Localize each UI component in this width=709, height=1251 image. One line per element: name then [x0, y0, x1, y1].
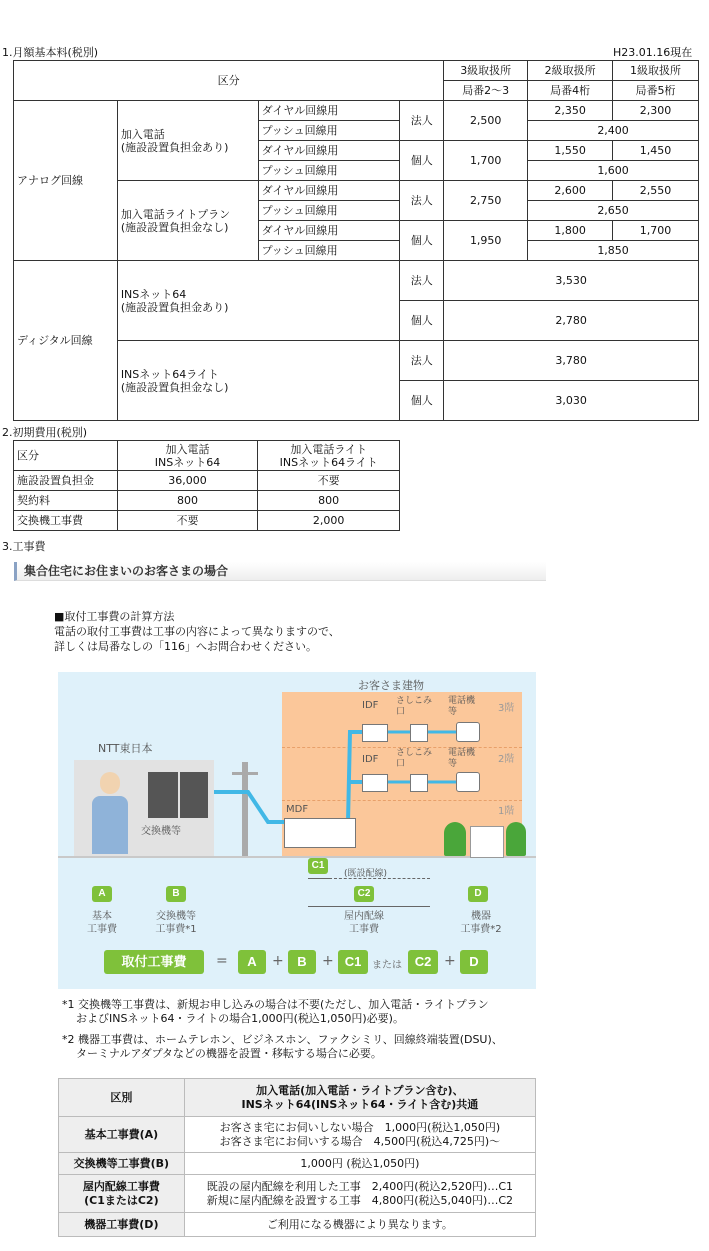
badge-c2: C2 [354, 886, 374, 902]
value-cell: 1,700 [444, 141, 528, 181]
value-cell: ご利用になる機器により異なります。 [184, 1213, 535, 1237]
value-cell: 1,450 [613, 141, 699, 161]
value-cell: 1,600 [528, 161, 699, 181]
header-sub1: 局番5桁 [613, 81, 699, 101]
value-cell: 2,350 [528, 101, 613, 121]
idf-box [362, 724, 388, 742]
formula-c1: C1 [338, 950, 368, 974]
existing-wiring-label: (既設配線) [344, 869, 388, 879]
value-cell: 1,800 [528, 221, 613, 241]
row-label: 契約料 [14, 491, 118, 511]
phone-icon [456, 722, 480, 742]
value-cell: 1,700 [613, 221, 699, 241]
outlet-box [410, 774, 428, 792]
value-cell: 2,400 [528, 121, 699, 141]
calc-line1: 電話の取付工事費は工事の内容によって異なりますので、 [54, 625, 340, 638]
value-cell: 2,300 [613, 101, 699, 121]
footnote-2: *2 機器工事費は、ホームテレホン、ビジネスホン、ファクシミリ、回線終端装置(DSU)、 ターミナルアダプタなどの機器を設置・移転する場合に必要。 [62, 1033, 503, 1060]
row-label: 施設設置負担金 [14, 471, 118, 491]
phone-label: 電話機等 [448, 748, 476, 769]
section-1-title: 1.月額基本料(税別) [2, 46, 99, 59]
kojin-label: 個人 [400, 301, 444, 341]
value-cell: 1,000円 (税込1,050円) [184, 1153, 535, 1175]
construction-fee-table [58, 1078, 536, 1237]
dial-label: ダイヤル回線用 [258, 101, 400, 121]
header-grade1: 1級取扱所 [613, 61, 699, 81]
formula-b: B [288, 950, 316, 974]
outlet-label: さしこみ口 [396, 696, 433, 717]
c1-span [308, 878, 332, 879]
mdf-box [284, 818, 356, 848]
value-cell: 2,000 [258, 511, 400, 531]
header-col2: 加入電話ライト INSネット64ライト [258, 441, 400, 471]
calc-method [54, 609, 340, 654]
header-sub3: 局番2～3 [444, 81, 528, 101]
floor-1-label: 1階 [498, 806, 515, 817]
ins-lite-label: INSネット64ライト (施設設置負担金なし) [117, 341, 399, 421]
label-d: 機器 工事費*2 [460, 911, 502, 935]
apartment-subheading: 集合住宅にお住まいのお客さまの場合 [14, 562, 546, 581]
kojin-label: 個人 [400, 141, 444, 181]
value-cell: 2,500 [444, 101, 528, 141]
idf-box [362, 774, 388, 792]
formula-d: D [460, 950, 488, 974]
value-cell: 3,030 [444, 381, 699, 421]
hojin-label: 法人 [400, 101, 444, 141]
footnote-1: *1 交換機等工事費は、新規お申し込みの場合は不要(ただし、加入電話・ライトプラン およびINSネット64・ライトの場合1,000円(税込1,050円)必要)。 [62, 998, 489, 1025]
existing-span [334, 878, 430, 879]
row-label: 機器工事費(D) [59, 1213, 185, 1237]
row-label: 交換機等工事費(B) [59, 1153, 185, 1175]
value-cell: 3,530 [444, 261, 699, 301]
floor-3-label: 3階 [498, 703, 515, 714]
building-label: お客さま建物 [358, 679, 424, 692]
label-a: 基本 工事費 [87, 911, 117, 935]
section-3-title: 3.工事費 [2, 540, 46, 553]
value-cell: 2,780 [444, 301, 699, 341]
formula-equals: = [216, 953, 228, 969]
header-kubetsu: 区別 [59, 1079, 185, 1117]
formula-plus: + [322, 953, 334, 969]
badge-d: D [468, 886, 488, 902]
hojin-label: 法人 [400, 341, 444, 381]
lite-label: 加入電話ライトプラン (施設設置負担金なし) [117, 181, 258, 261]
value-cell: 3,780 [444, 341, 699, 381]
kojin-label: 個人 [400, 381, 444, 421]
ntt-label: NTT東日本 [98, 742, 153, 755]
value-cell: 不要 [258, 471, 400, 491]
calc-line2: 詳しくは局番なしの「116」へお問合わせください。 [54, 640, 317, 653]
formula-plus: + [272, 953, 284, 969]
value-cell: 2,550 [613, 181, 699, 201]
tree-icon [506, 822, 526, 856]
hojin-label: 法人 [400, 261, 444, 301]
value-cell: 2,600 [528, 181, 613, 201]
header-grade3: 3級取扱所 [444, 61, 528, 81]
push-label: プッシュ回線用 [258, 201, 400, 221]
value-cell: 36,000 [117, 471, 258, 491]
digital-label: ディジタル回線 [14, 261, 118, 421]
push-label: プッシュ回線用 [258, 121, 400, 141]
value-cell: 既設の屋内配線を利用した工事 2,400円(税込2,520円)…C1 新規に屋内配線を設置する工事 4,800円(税込5,040円)…C2 [184, 1175, 535, 1213]
formula-c2: C2 [408, 950, 438, 974]
badge-a: A [92, 886, 112, 902]
dial-label: ダイヤル回線用 [258, 181, 400, 201]
push-label: プッシュ回線用 [258, 161, 400, 181]
kanyu-label: 加入電話 (施設設置負担金あり) [117, 101, 258, 181]
formula-a: A [238, 950, 266, 974]
label-b: 交換機等 工事費*1 [155, 911, 197, 935]
row-label: 基本工事費(A) [59, 1117, 185, 1153]
exchange-label: 交換機等 [141, 826, 181, 837]
value-cell: 1,850 [528, 241, 699, 261]
entrance-door [470, 826, 504, 858]
section-2-title: 2.初期費用(税別) [2, 426, 88, 439]
monthly-fee-table [13, 60, 699, 421]
dial-label: ダイヤル回線用 [258, 141, 400, 161]
construction-diagram [58, 672, 536, 989]
label-c: 屋内配線 工事費 [344, 911, 384, 935]
formula-or: または [372, 960, 402, 971]
push-label: プッシュ回線用 [258, 241, 400, 261]
badge-c1: C1 [308, 858, 328, 874]
outlet-box [410, 724, 428, 742]
phone-icon [456, 772, 480, 792]
calc-title: ■取付工事費の計算方法 [54, 610, 175, 623]
as-of-date: H23.01.16現在 [613, 46, 693, 59]
value-cell: 1,950 [444, 221, 528, 261]
formula-total: 取付工事費 [104, 950, 204, 974]
value-cell: 800 [117, 491, 258, 511]
analog-label: アナログ回線 [14, 101, 118, 261]
header-kubun: 区分 [14, 441, 118, 471]
dial-label: ダイヤル回線用 [258, 221, 400, 241]
row-label: 交換機工事費 [14, 511, 118, 531]
value-cell: 2,750 [444, 181, 528, 221]
value-cell: お客さま宅にお伺いしない場合 1,000円(税込1,050円) お客さま宅にお伺いする場合 4,500円(税込4,725円)～ [184, 1117, 535, 1153]
idf-label: IDF [362, 754, 379, 765]
value-cell: 不要 [117, 511, 258, 531]
tree-icon [444, 822, 466, 856]
ins-label: INSネット64 (施設設置負担金あり) [117, 261, 399, 341]
hojin-label: 法人 [400, 181, 444, 221]
value-cell: 2,650 [528, 201, 699, 221]
header-kubun: 区分 [14, 61, 444, 101]
idf-label: IDF [362, 700, 379, 711]
c2-span [308, 906, 430, 907]
header-col1: 加入電話 INSネット64 [117, 441, 258, 471]
badge-b: B [166, 886, 186, 902]
outlet-label: さしこみ口 [396, 748, 433, 769]
header-common: 加入電話(加入電話・ライトプラン含む)、 INSネット64(INSネット64・ライト含む)共通 [184, 1079, 535, 1117]
header-grade2: 2級取扱所 [528, 61, 613, 81]
mdf-label: MDF [286, 804, 309, 815]
formula-plus: + [444, 953, 456, 969]
row-label: 屋内配線工事費 (C1またはC2) [59, 1175, 185, 1213]
kojin-label: 個人 [400, 221, 444, 261]
phone-label: 電話機等 [448, 696, 476, 717]
initial-fee-table [13, 440, 400, 531]
value-cell: 1,550 [528, 141, 613, 161]
value-cell: 800 [258, 491, 400, 511]
floor-2-label: 2階 [498, 754, 515, 765]
header-sub2: 局番4桁 [528, 81, 613, 101]
